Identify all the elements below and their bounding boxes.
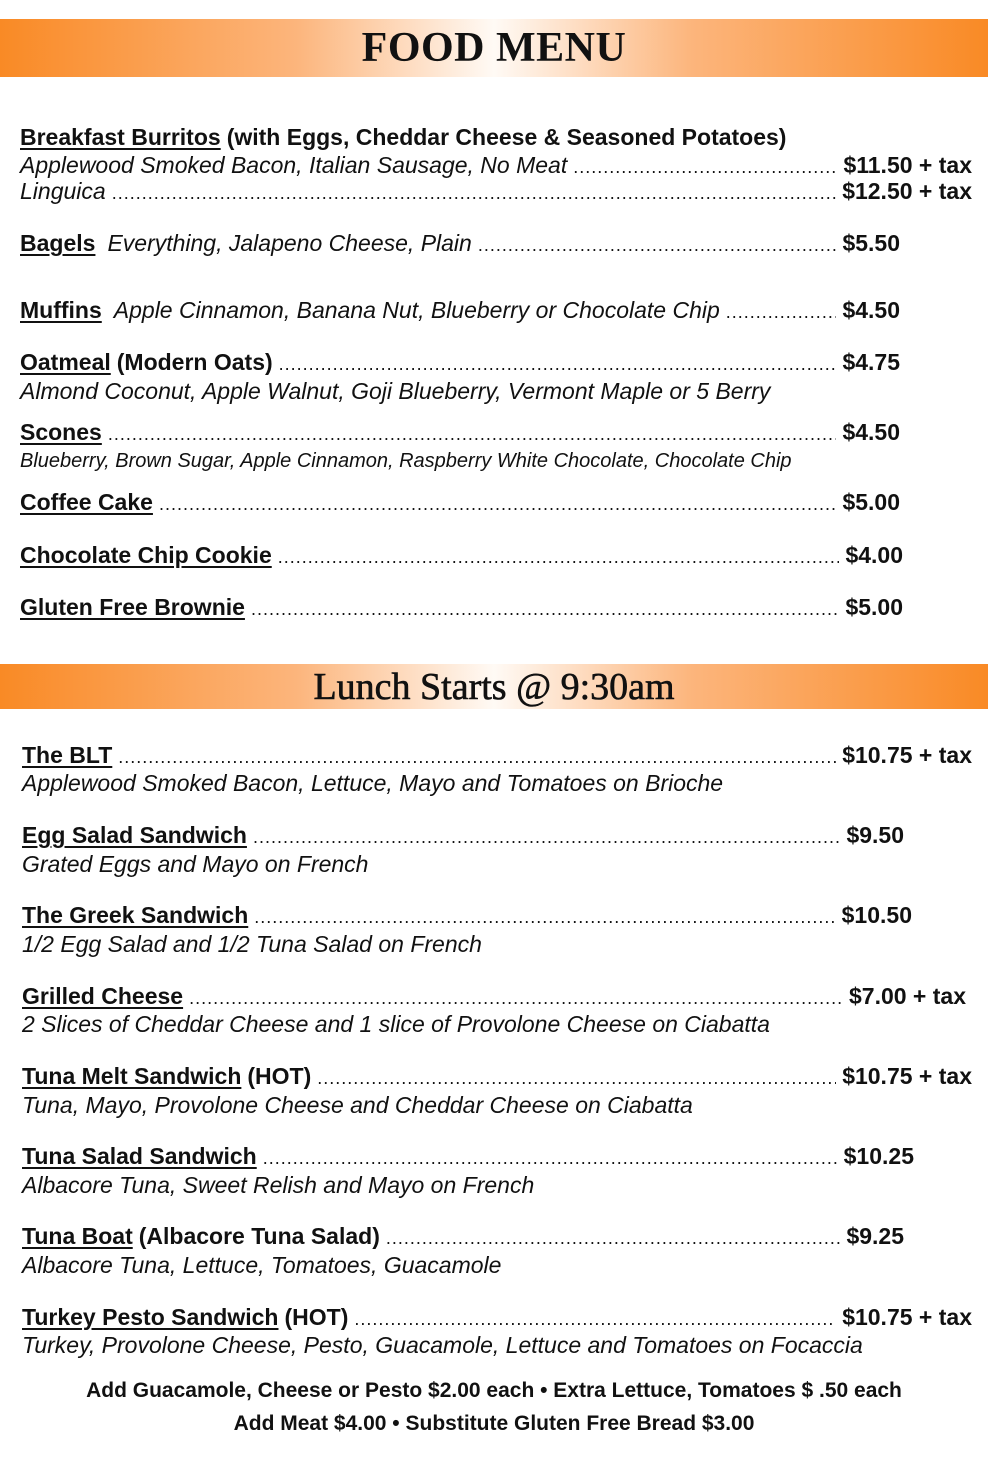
option-label: Applewood Smoked Bacon, Italian Sausage, No Meat <box>20 152 568 178</box>
item-name: Coffee Cake <box>20 489 153 515</box>
food-menu-banner <box>0 19 988 77</box>
item-desc: Albacore Tuna, Lettuce, Tomatoes, Guacamole <box>22 1252 502 1278</box>
item-note: (with Eggs, Cheddar Cheese & Seasoned Potatoes) <box>226 124 787 150</box>
item-name: The Greek Sandwich <box>22 902 249 928</box>
item-note: (HOT) <box>247 1063 312 1089</box>
menu-item-blt <box>22 741 972 771</box>
food-menu-title: FOOD MENU <box>361 25 627 71</box>
menu-item-breakfast-burritos <box>20 123 786 151</box>
menu-item-turkey-pesto-sandwich <box>22 1303 972 1333</box>
menu-item-tuna-melt-sandwich <box>22 1062 972 1092</box>
leader-dots <box>279 350 837 378</box>
item-name: Scones <box>20 419 102 445</box>
item-price: $9.50 <box>846 822 904 848</box>
item-name: Breakfast Burritos <box>20 124 221 150</box>
item-desc: Turkey, Provolone Cheese, Pesto, Guacamole, Lettuce and Tomatoes on Focaccia <box>22 1332 863 1358</box>
leader-dots <box>108 420 837 448</box>
item-note: (Modern Oats) <box>116 349 273 375</box>
option-label: Linguica <box>20 178 106 204</box>
item-price: $10.75 + tax <box>842 1304 972 1330</box>
item-name: Turkey Pesto Sandwich <box>22 1304 279 1330</box>
menu-item-scones <box>20 418 900 448</box>
leader-dots <box>317 1064 836 1092</box>
leader-dots <box>112 179 837 207</box>
menu-item-muffins <box>20 296 900 326</box>
item-price: $11.50 + tax <box>843 152 972 178</box>
item-desc: 2 Slices of Cheddar Cheese and 1 slice of Provolone Cheese on Ciabatta <box>22 1011 770 1037</box>
item-price: $4.00 <box>845 542 903 568</box>
item-price: $4.50 <box>842 419 900 445</box>
item-desc: Almond Coconut, Apple Walnut, Goji Blueberry, Vermont Maple or 5 Berry <box>20 378 771 404</box>
item-price: $10.75 + tax <box>842 742 972 768</box>
item-name: Bagels <box>20 230 96 256</box>
menu-item-tuna-salad-sandwich <box>22 1142 914 1172</box>
item-note: (HOT) <box>284 1304 349 1330</box>
addons-line-1: Add Guacamole, Cheese or Pesto $2.00 each • Extra Lettuce, Tomatoes $ .50 each <box>86 1379 902 1402</box>
burrito-option-row <box>20 177 972 207</box>
item-price: $7.00 + tax <box>848 983 966 1009</box>
leader-dots <box>251 595 840 623</box>
item-desc: Blueberry, Brown Sugar, Apple Cinnamon, Raspberry White Chocolate, Chocolate Chip <box>20 450 792 472</box>
item-desc: Tuna, Mayo, Provolone Cheese and Cheddar Cheese on Ciabatta <box>22 1092 693 1118</box>
leader-dots <box>118 743 836 771</box>
menu-item-tuna-boat <box>22 1222 904 1252</box>
item-name: Tuna Boat <box>22 1223 133 1249</box>
leader-dots <box>386 1224 841 1252</box>
item-name: Egg Salad Sandwich <box>22 822 247 848</box>
addons-line-2: Add Meat $4.00 • Substitute Gluten Free Bread $3.00 <box>233 1412 755 1435</box>
item-name: The BLT <box>22 742 113 768</box>
menu-item-bagels <box>20 229 900 259</box>
menu-item-chocolate-chip-cookie <box>20 541 903 571</box>
item-name: Gluten Free Brownie <box>20 594 245 620</box>
leader-dots <box>726 298 837 326</box>
item-name: Tuna Melt Sandwich <box>22 1063 242 1089</box>
item-name: Grilled Cheese <box>22 983 184 1009</box>
item-desc: Grated Eggs and Mayo on French <box>22 851 369 877</box>
item-name: Oatmeal <box>20 349 111 375</box>
item-price: $4.50 <box>842 297 900 323</box>
item-desc: 1/2 Egg Salad and 1/2 Tuna Salad on French <box>22 931 482 957</box>
leader-dots <box>263 1144 838 1172</box>
item-price: $5.00 <box>845 594 903 620</box>
item-price: $5.00 <box>842 489 900 515</box>
item-name: Muffins <box>20 297 102 323</box>
item-inline-desc: Everything, Jalapeno Cheese, Plain <box>107 230 472 256</box>
leader-dots <box>189 984 843 1012</box>
menu-item-coffee-cake <box>20 488 900 518</box>
menu-item-gluten-free-brownie <box>20 593 903 623</box>
item-note: (Albacore Tuna Salad) <box>138 1223 380 1249</box>
menu-item-greek-sandwich <box>22 901 912 931</box>
item-desc: Albacore Tuna, Sweet Relish and Mayo on French <box>22 1172 535 1198</box>
leader-dots <box>478 231 837 259</box>
menu-item-grilled-cheese <box>22 982 966 1012</box>
leader-dots <box>278 543 840 571</box>
item-name: Chocolate Chip Cookie <box>20 542 272 568</box>
leader-dots <box>159 490 837 518</box>
leader-dots <box>254 903 835 931</box>
item-price: $10.50 <box>841 902 912 928</box>
lunch-banner <box>0 664 988 709</box>
item-price: $9.25 <box>846 1223 904 1249</box>
item-desc: Applewood Smoked Bacon, Lettuce, Mayo and Tomatoes on Brioche <box>22 770 724 796</box>
menu-item-egg-salad-sandwich <box>22 821 904 851</box>
item-inline-desc: Apple Cinnamon, Banana Nut, Blueberry or Chocolate Chip <box>113 297 720 323</box>
item-price: $5.50 <box>842 230 900 256</box>
lunch-title: Lunch Starts @ 9:30am <box>313 665 675 708</box>
item-price: $4.75 <box>842 349 900 375</box>
item-price: $10.25 <box>843 1143 914 1169</box>
item-price: $10.75 + tax <box>842 1063 972 1089</box>
menu-item-oatmeal <box>20 348 900 378</box>
item-name: Tuna Salad Sandwich <box>22 1143 257 1169</box>
item-price: $12.50 + tax <box>842 178 972 204</box>
leader-dots <box>253 823 841 851</box>
leader-dots <box>354 1305 836 1333</box>
